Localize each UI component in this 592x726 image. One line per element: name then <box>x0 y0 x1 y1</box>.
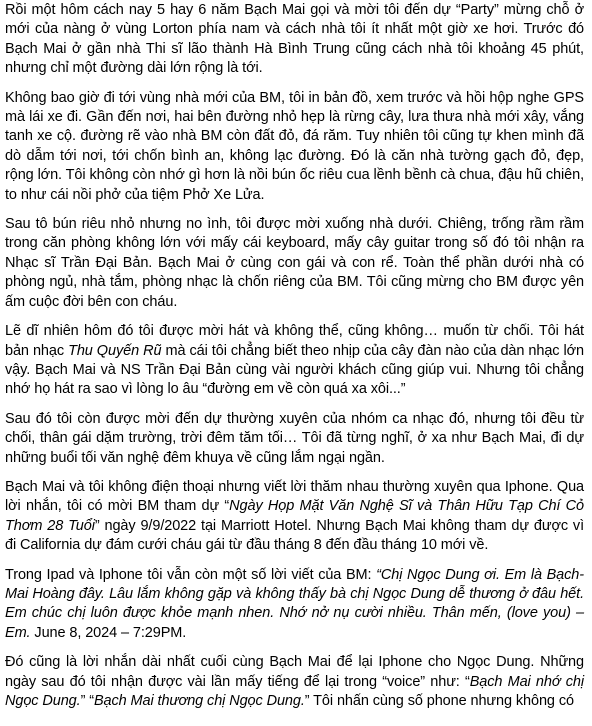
paragraph-text: Trong Ipad và Iphone tôi vẫn còn một số lời viết của BM: <box>5 566 377 583</box>
paragraph <box>5 653 584 711</box>
paragraph-text: Sau đó tôi còn được mời đến dự thường xuyên của nhóm ca nhạc đó, nhưng tôi đều từ chối, thân gái dặm trường, trời đêm tăm tối… Tôi đã từng nghĩ, ở xa như Bạch Mai, đi dự những buổi tối văn nghệ đêm khuya về cũng lắm ngại ngần. <box>5 410 584 466</box>
italic-text: Ngày Họp Mặt Văn Nghệ Sĩ và Thân Hữu Tạp Chí Cỏ Thơm 28 Tuổi <box>5 498 584 534</box>
paragraph <box>5 1 584 79</box>
paragraph-text: ” ngày 9/9/2022 tại Marriott Hotel. Nhưng Bạch Mai không tham dự được vì đi California dự đám cưới cháu gái từ đầu tháng 8 đến đầu tháng 10 mới về. <box>5 517 584 554</box>
paragraph <box>5 215 584 312</box>
paragraph-text: Không bao giờ đi tới vùng nhà mới của BM, tôi in bản đồ, xem trước và hồi hộp nghe GPS mà lái xe đi. Gần đến nơi, hai bên đường nhỏ hẹp là rừng cây, lưa thưa nhà mới xây, vắng tanh xe cộ. đường rẽ vào nhà BM còn đất đỏ, đá răm. Tuy nhiên tôi cũng tự khen mình đã dò dẫm tới nơi, tới chốn bình an, không lạc đường. Đó là căn nhà tường gạch đỏ, đẹp, rộng lớn. Tôi không còn nhớ gì hơn là nồi bún ốc riêu cua lềnh bềnh cà chua, đậu hũ chiên, to như cái nồi phở của tiệm Phở Xe Lửa. <box>5 89 584 203</box>
italic-text: “Chị Ngọc Dung ơi. Em là Bạch-Mai Hoàng đây. Lâu lắm không gặp và không thấy bà chị Ngọc Dung dễ thương ở đâu hết. Em chúc chị luôn được khỏe mạnh nhen. Nhớ nở nụ cười nhiều. Thân mến, (love you) – Em. <box>5 566 584 641</box>
paragraph-text: ” “ <box>80 693 94 709</box>
paragraph-text: ” Tôi nhấn cùng số phone nhưng không có <box>304 693 574 709</box>
italic-text: Bạch Mai thương chị Ngọc Dung. <box>93 693 305 709</box>
italic-text: Bạch Mai nhớ chị Ngọc Dung. <box>5 673 584 709</box>
paragraph-text: Lẽ dĩ nhiên hôm đó tôi được mời hát và không thể, cũng không… muốn từ chối. Tôi hát bản nhạc <box>5 323 584 359</box>
paragraph-text: Rồi một hôm cách nay 5 hay 6 năm Bạch Mai gọi và mời tôi đến dự “Party” mừng chỗ ở mới của nàng ở vùng Lorton phía nam và cách nhà tôi ít nhất một giờ xe hơi. Trước đó Bạch Mai ở gần nhà Thi sĩ lão thành Hà Bình Trung cũng cách nhà tôi khoảng 45 phút, nhưng chỉ một đường dài lớn rộng là tới. <box>5 2 584 77</box>
document-body <box>5 1 584 711</box>
paragraph-text: Bạch Mai và tôi không điện thoại nhưng viết lời thăm nhau thường xuyên qua Iphone. Qua lời nhắn, tôi có mời BM tham dự “ <box>5 478 584 515</box>
italic-text: Thu Quyến Rũ <box>68 342 162 359</box>
paragraph-text: June 8, 2024 – 7:29PM. <box>30 624 187 641</box>
paragraph <box>5 566 584 644</box>
paragraph-text: Sau tô bún riêu nhỏ nhưng no ình, tôi được mời xuống nhà dưới. Chiêng, trống rầm rầm trong căn phòng không lớn với mấy cái keyboard, mấy cây guitar trong số đó tôi nhận ra Nhạc sĩ Trần Đại Bản. Bạch Mai ở cùng con gái và con rể. Toàn thể phần dưới nhà có phòng ngủ, nhà tắm, phòng nhạc là chốn riêng của BM. Tôi cũng mừng cho BM được yên ấm cuộc đời bên con cháu. <box>5 216 584 310</box>
paragraph <box>5 322 584 400</box>
paragraph-text: Đó cũng là lời nhắn dài nhất cuối cùng Bạch Mai để lại Iphone cho Ngọc Dung. Những ngày sau đó tôi nhận được vài lần mấy tiếng để lại trong “voice” như: “ <box>5 654 584 690</box>
paragraph <box>5 410 584 468</box>
paragraph <box>5 89 584 205</box>
paragraph-text: mà cái tôi chẳng biết theo nhịp của cây đàn nào của dàn nhạc lớn vậy. Bạch Mai và NS Trần Đại Bản cùng vài người khách cũng giúp vui. Nhưng tôi chẳng nhớ họ hát ra sao vì lòng lo âu “đường em về còn quá xa xôi...” <box>5 342 585 398</box>
paragraph <box>5 478 584 556</box>
